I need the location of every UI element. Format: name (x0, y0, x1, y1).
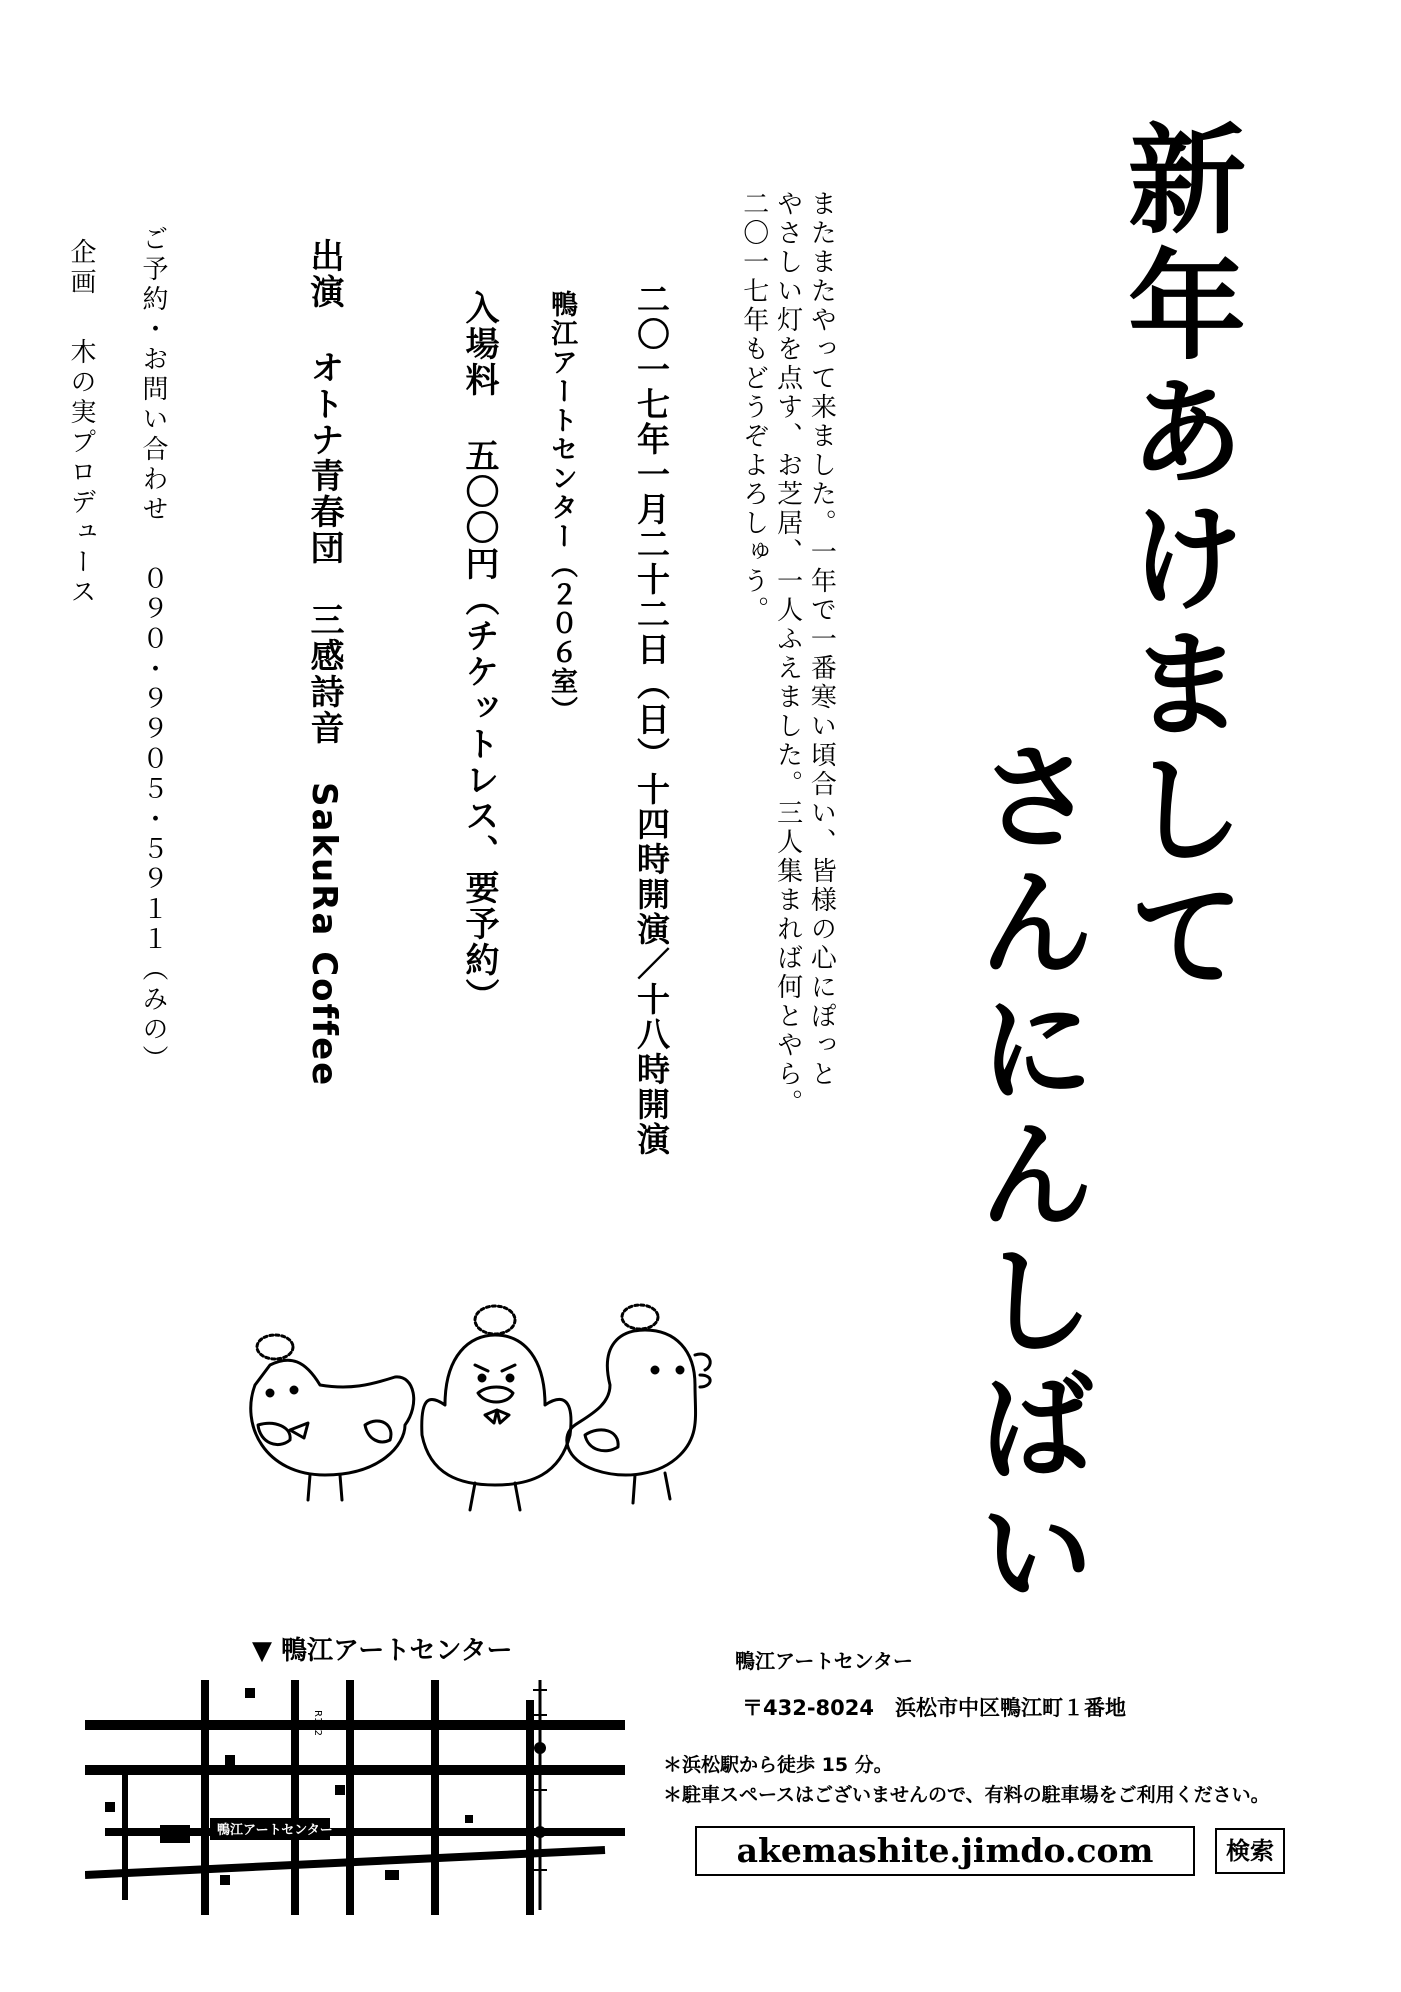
fee-value: 五〇〇円（チケットレス、要予約） (459, 438, 499, 1014)
note-walk: ＊浜松駅から徒歩 15 分。 (663, 1754, 893, 1776)
cast-value: オトナ青春団 三感詩音 SakuRa Coffee (304, 350, 344, 1088)
event-cast (304, 238, 344, 1088)
event-date: 二〇一七年一月二十二日（日）十四時開演／十八時開演 (632, 282, 671, 1157)
chick-left (251, 1335, 414, 1500)
event-fee (459, 290, 499, 1014)
planning-value: 木の実プロデュース (66, 338, 96, 608)
map-title: ▼ 鴨江アートセンター (252, 1636, 513, 1666)
intro-line-3: 二〇一七年もどうぞよろしゅう。 (738, 190, 769, 625)
chicks-illustration (230, 1275, 770, 1535)
note-parking: ＊駐車スペースはございませんので、有料の駐車場をご利用ください。 (663, 1784, 1270, 1806)
event-venue: 鴨江アートセンター（２０６室） (546, 290, 577, 725)
search-button[interactable]: 検索 (1215, 1828, 1285, 1874)
title-line-1: 新年あけまして (1108, 118, 1247, 1000)
search-url-box[interactable]: akemashite.jimdo.com (695, 1826, 1195, 1876)
planning-label: 企画 (66, 238, 96, 298)
address-venue: 鴨江アートセンター (735, 1649, 913, 1673)
planning (68, 238, 94, 608)
title-line-2: さんにんしばい (958, 735, 1097, 1617)
reservation-label: ご予約・お問い合わせ (138, 225, 168, 525)
address-postal: 〒432-8024 浜松市中区鴨江町１番地 (742, 1696, 1126, 1720)
chick-middle (422, 1306, 571, 1510)
map-road-label: R152 (312, 1710, 323, 1737)
fee-label: 入場料 (459, 290, 499, 398)
intro-paragraph (736, 190, 837, 1118)
intro-line-2: やさしい灯を点す、お芝居、一人ふえました。三人集まれば何とやら。 (772, 190, 803, 1118)
intro-line-1: またまたやって来ました。一年で一番寒い頃合い、皆様の心にぽっと (806, 190, 837, 1089)
phone-number: ０９０・９９０５・５９１１（みの） (138, 565, 168, 1075)
chick-right (567, 1305, 710, 1503)
access-map (85, 1670, 630, 1920)
map-venue-label: 鴨江アートセンター (217, 1823, 333, 1838)
reservation-contact (140, 225, 166, 1075)
cast-label: 出演 (304, 238, 344, 310)
